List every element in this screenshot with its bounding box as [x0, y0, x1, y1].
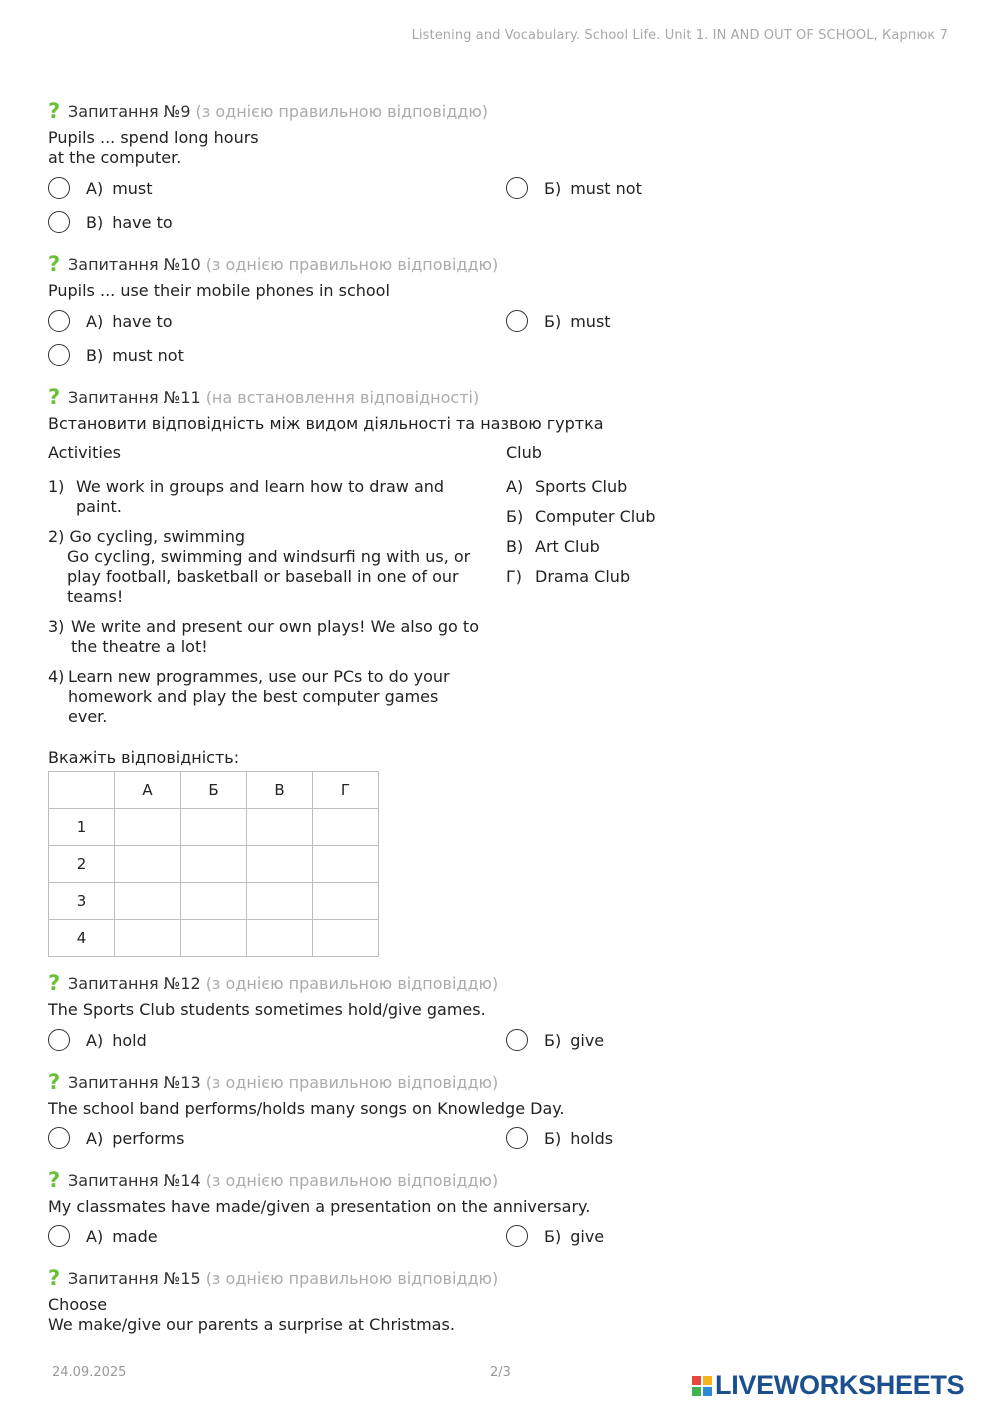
match-cell[interactable]	[313, 920, 379, 957]
match-cell[interactable]	[115, 809, 181, 846]
liveworksheets-logo[interactable]	[692, 1370, 964, 1401]
match-cell[interactable]	[181, 883, 247, 920]
option-a[interactable]: А) performs	[48, 1127, 184, 1149]
column-header: А	[115, 772, 181, 809]
question-10	[48, 252, 948, 301]
question-title: Запитання №9	[68, 101, 191, 121]
question-mark-icon: ?	[48, 971, 61, 995]
radio-circle[interactable]	[48, 310, 70, 332]
question-title: Запитання №10	[68, 254, 201, 274]
radio-circle[interactable]	[48, 1029, 70, 1051]
match-cell[interactable]	[313, 809, 379, 846]
match-cell[interactable]	[247, 809, 313, 846]
radio-circle[interactable]	[506, 177, 528, 199]
column-header: В	[247, 772, 313, 809]
match-cell[interactable]	[181, 846, 247, 883]
option-b[interactable]: Б) give	[506, 1029, 604, 1051]
question-12	[48, 971, 948, 1020]
question-title: Запитання №15	[68, 1268, 201, 1288]
question-type: (з однією правильною відповіддю)	[195, 101, 489, 121]
option-a[interactable]: А) must	[48, 177, 153, 199]
match-cell[interactable]	[247, 920, 313, 957]
match-cell[interactable]	[115, 920, 181, 957]
radio-circle[interactable]	[48, 211, 70, 233]
radio-circle[interactable]	[48, 1127, 70, 1149]
matching-table	[48, 771, 379, 957]
radio-circle[interactable]	[48, 344, 70, 366]
liveworksheets-logo-icon	[692, 1376, 712, 1396]
footer-page-number: 2/3	[490, 1365, 511, 1380]
radio-circle[interactable]	[506, 310, 528, 332]
row-header: 3	[49, 883, 115, 920]
question-9	[48, 99, 948, 168]
question-text: Pupils ... use their mobile phones in school	[48, 281, 390, 300]
question-title: Запитання №11	[68, 387, 201, 407]
question-type: (на встановлення відповідності)	[205, 387, 480, 407]
row-header: 1	[49, 809, 115, 846]
match-cell[interactable]	[115, 883, 181, 920]
question-title: Запитання №14	[68, 1170, 201, 1190]
question-mark-icon: ?	[48, 1070, 61, 1094]
question-13	[48, 1070, 948, 1119]
option-b[interactable]: Б) must not	[506, 177, 642, 199]
question-type: (з однією правильною відповіддю)	[205, 254, 499, 274]
question-text: The Sports Club students sometimes hold/give games.	[48, 1000, 486, 1019]
club-item: В) Art Club	[506, 537, 600, 556]
table-corner	[49, 772, 115, 809]
match-cell[interactable]	[247, 883, 313, 920]
question-mark-icon: ?	[48, 1168, 61, 1192]
activities-title: Activities	[48, 443, 121, 462]
radio-circle[interactable]	[506, 1225, 528, 1247]
option-c[interactable]: В) must not	[48, 344, 184, 366]
match-cell[interactable]	[313, 846, 379, 883]
page-header: Listening and Vocabulary. School Life. Unit 1. IN AND OUT OF SCHOOL, Карпюк 7	[411, 28, 948, 43]
option-b[interactable]: Б) must	[506, 310, 611, 332]
question-type: (з однією правильною відповіддю)	[205, 1170, 499, 1190]
column-header: Г	[313, 772, 379, 809]
activity-1: 1) We work in groups and learn how to draw and paint.	[48, 477, 445, 516]
match-cell[interactable]	[313, 883, 379, 920]
question-type: (з однією правильною відповіддю)	[205, 1268, 499, 1288]
question-type: (з однією правильною відповіддю)	[205, 1072, 499, 1092]
match-cell[interactable]	[181, 920, 247, 957]
question-15	[48, 1266, 948, 1335]
club-item: Г) Drama Club	[506, 567, 631, 586]
question-title: Запитання №13	[68, 1072, 201, 1092]
footer-date: 24.09.2025	[52, 1365, 127, 1380]
activity-4: 4) Learn new programmes, use our PCs to do your homework and play the best computer games ever.	[48, 667, 450, 726]
radio-circle[interactable]	[48, 1225, 70, 1247]
question-text: Choose We make/give our parents a surprise at Christmas.	[48, 1295, 455, 1334]
row-header: 2	[49, 846, 115, 883]
option-a[interactable]: А) have to	[48, 310, 173, 332]
activity-3: 3) We write and present our own plays! We also go to the theatre a lot!	[48, 617, 479, 656]
radio-circle[interactable]	[506, 1029, 528, 1051]
question-text: My classmates have made/given a presentation on the anniversary.	[48, 1197, 591, 1216]
question-11	[48, 385, 948, 434]
question-text: Встановити відповідність між видом діяльності та назвою гуртка	[48, 414, 604, 433]
radio-circle[interactable]	[48, 177, 70, 199]
row-header: 4	[49, 920, 115, 957]
question-mark-icon: ?	[48, 252, 61, 276]
option-a[interactable]: А) hold	[48, 1029, 147, 1051]
option-b[interactable]: Б) holds	[506, 1127, 613, 1149]
question-mark-icon: ?	[48, 385, 61, 409]
question-title: Запитання №12	[68, 973, 201, 993]
match-cell[interactable]	[181, 809, 247, 846]
option-c[interactable]: В) have to	[48, 211, 173, 233]
club-title: Club	[506, 443, 542, 462]
radio-circle[interactable]	[506, 1127, 528, 1149]
question-14	[48, 1168, 948, 1217]
question-mark-icon: ?	[48, 1266, 61, 1290]
question-type: (з однією правильною відповіддю)	[205, 973, 499, 993]
option-a[interactable]: А) made	[48, 1225, 158, 1247]
question-mark-icon: ?	[48, 99, 61, 123]
match-cell[interactable]	[115, 846, 181, 883]
club-item: А) Sports Club	[506, 477, 628, 496]
match-cell[interactable]	[247, 846, 313, 883]
question-text: Pupils ... spend long hours at the computer.	[48, 128, 259, 167]
answer-label: Вкажіть відповідність:	[48, 748, 240, 767]
option-b[interactable]: Б) give	[506, 1225, 604, 1247]
activity-2: 2) Go cycling, swimming Go cycling, swimming and windsurfi ng with us, or play football, basketball or baseball in one of our teams!	[48, 527, 471, 606]
brand-name: LIVEWORKSHEETS	[715, 1370, 965, 1400]
question-text: The school band performs/holds many songs on Knowledge Day.	[48, 1099, 565, 1118]
column-header: Б	[181, 772, 247, 809]
club-item: Б) Computer Club	[506, 507, 656, 526]
